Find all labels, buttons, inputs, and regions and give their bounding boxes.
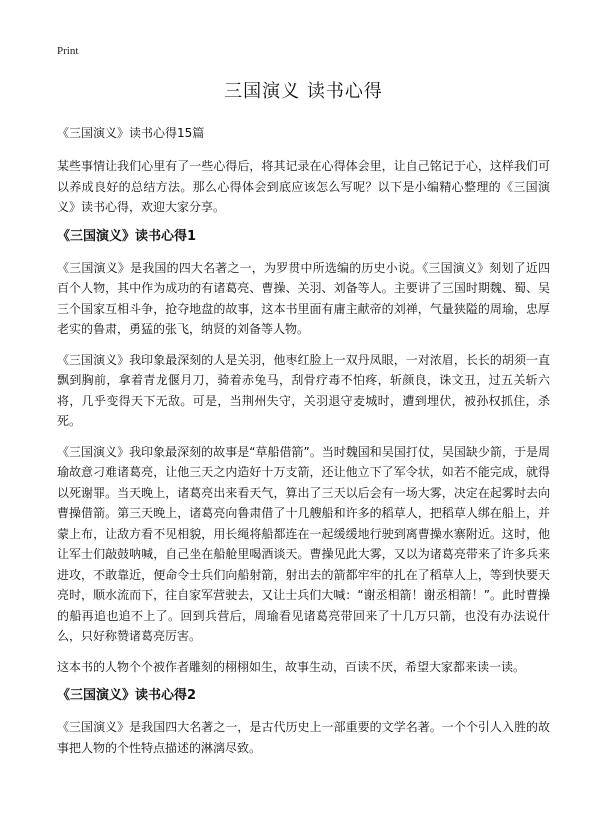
section-1-paragraph-2: 《三国演义》我印象最深刻的人是关羽，他枣红脸上一双丹凤眼，一对浓眉，长长的胡须一直飘到胸前，拿着青龙偃月刀，骑着赤兔马，刮骨疗毒不怕疼，斩颜良，诛文丑，过五关斩六将，几乎变得天下无敌。可是，当荆州失守，关羽退守麦城时，遭到埋伏，被孙权抓住，杀死。 <box>57 352 550 428</box>
section-2-paragraph-1: 《三国演义》是我国四大名著之一，是古代历史上一部重要的文学名著。一个个引人入胜的故事把人物的个性特点描述的淋漓尽致。 <box>57 720 550 755</box>
print-link[interactable]: Print <box>57 45 79 57</box>
document-subtitle: 《三国演义》读书心得15篇 <box>57 126 205 140</box>
section-heading-2: 《三国演义》读书心得2 <box>57 688 197 703</box>
section-1-paragraph-1: 《三国演义》是我国的四大名著之一，为罗贯中所选编的历史小说。《三国演义》刻划了近四百个人物，其中作为成功的有诸葛亮、曹操、关羽、刘备等人。主要讲了三国时期魏、蜀、吴三个国家互相斗争，抢夺地盘的故事，这本书里面有庸主献帝的刘禅，气量狭隘的周瑜，忠厚老实的鲁肃，勇猛的张飞，纳贤的刘备等人物。 <box>57 260 550 336</box>
page-title: 三国演义 读书心得 <box>224 81 383 102</box>
section-1-paragraph-3: 《三国演义》我印象最深刻的故事是“草船借箭”。当时魏国和吴国打仗，吴国缺少箭，于是周瑜故意刁难诸葛亮，让他三天之内造好十万支箭，还让他立下了军令状，如若不能完成，就得以死谢罪。当天晚上，诸葛亮出来看天气，算出了三天以后会有一场大雾，决定在起雾时去向曹操借箭。第三天晚上，诸葛亮向鲁肃借了十几艘船和许多的稻草人，把稻草人绑在船上，并蒙上布，让敌方看不见相貌，用长绳将船都连在一起缓缓地行驶到离曹操水寨附近。这时，他让军士们敲鼓呐喊，自己坐在船舱里喝酒谈天。曹操见此大雾，又以为诸葛亮带来了许多兵来进攻，不敢靠近，便命令士兵们向船射箭，射出去的箭都牢牢的扎在了稻草人上，等到快要天亮时，顺水流而下，往自家军营驶去，又让士兵们大喊：“谢丞相箭！谢丞相箭！”。此时曹操的船再追也追不上了。回到兵营后，周瑜看见诸葛亮带回来了十几万只箭，也没有办法说什么，只好称赞诸葛亮厉害。 <box>57 444 550 643</box>
section-1-paragraph-4: 这本书的人物个个被作者雕刻的栩栩如生，故事生动，百读不厌，希望大家都来读一读。 <box>57 659 526 674</box>
section-heading-1: 《三国演义》读书心得1 <box>57 228 197 244</box>
intro-paragraph: 某些事情让我们心里有了一些心得后，将其记录在心得体会里，让自己铭记于心，这样我们可以养成良好的总结方法。那么心得体会到底应该怎么写呢？以下是小编精心整理的《三国演义》读书心得，欢迎大家分享。 <box>57 159 550 214</box>
